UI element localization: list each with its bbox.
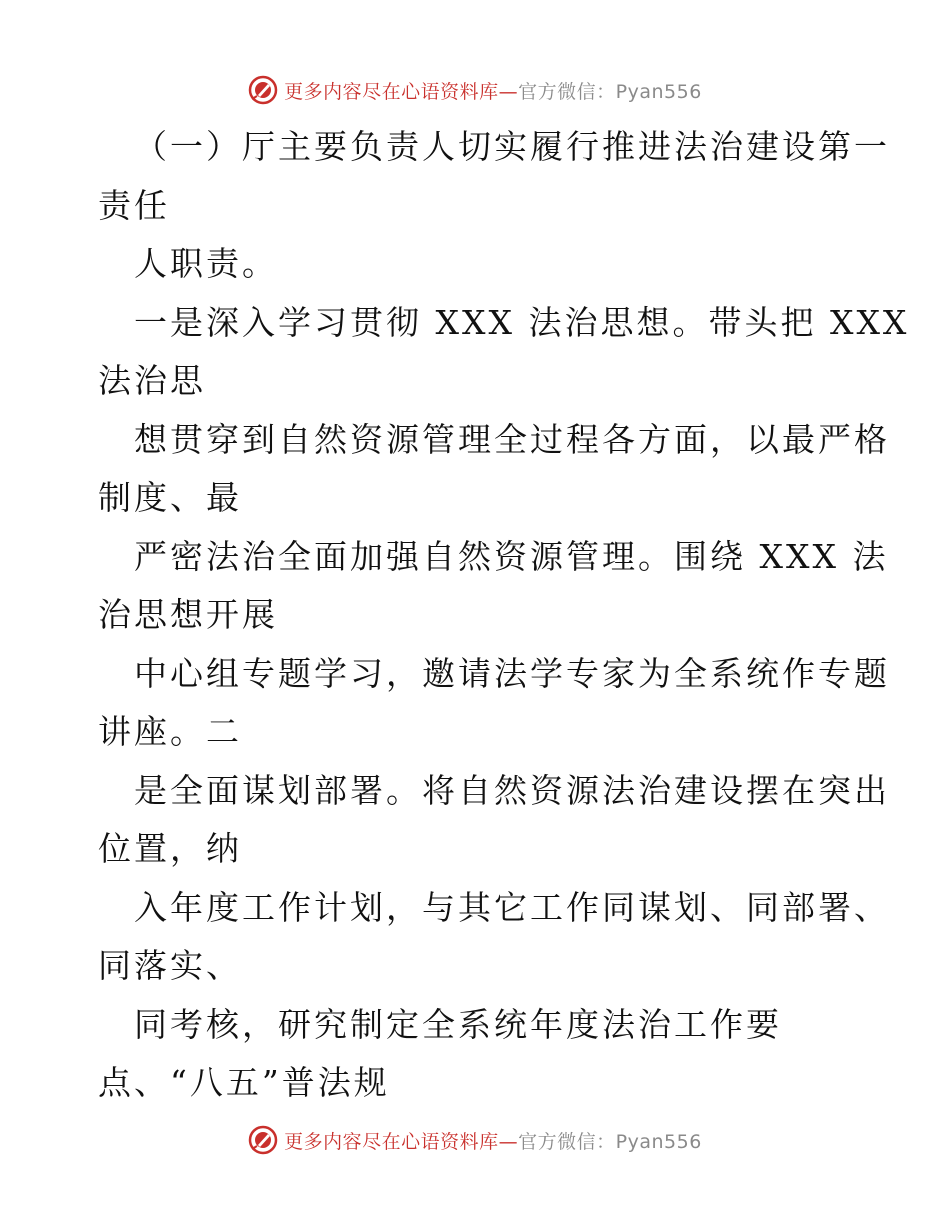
banner-wechat-text: 官方微信：Pyan556: [518, 80, 702, 103]
banner-main-text: 更多内容尽在心语资料库: [284, 1130, 499, 1153]
paragraph-line: （一）厅主要负责人切实履行推进法治建设第一: [134, 127, 890, 166]
paragraph-line: 位置，纳: [98, 829, 242, 868]
paragraph-line: 人职责。: [134, 244, 278, 283]
seal-logo-icon: [248, 75, 278, 105]
paragraph-line: 点、“八五”普法规: [98, 1063, 390, 1102]
seal-logo-icon: [248, 1125, 278, 1155]
paragraph-line: 制度、最: [98, 478, 242, 517]
paragraph-line: 法治思: [98, 361, 206, 400]
banner-separator: —: [498, 80, 519, 103]
paragraph-line: 入年度工作计划，与其它工作同谋划、同部署、: [134, 887, 890, 927]
banner-wechat-text: 官方微信：Pyan556: [518, 1130, 702, 1153]
paragraph-line: 中心组专题学习，邀请法学专家为全系统作专题: [134, 653, 890, 693]
paragraph-line: 同考核，研究制定全系统年度法治工作要: [134, 1004, 782, 1044]
paragraph-line: 想贯穿到自然资源管理全过程各方面，以最严格: [134, 419, 890, 459]
paragraph-line: 责任: [98, 185, 170, 225]
paragraph-line: 一是深入学习贯彻 XXX 法治思想。带头把 XXX: [134, 302, 910, 342]
footer-banner: [0, 1120, 950, 1160]
paragraph-line: 严密法治全面加强自然资源管理。围绕 XXX 法: [134, 536, 889, 576]
paragraph-line: 是全面谋划部署。将自然资源法治建设摆在突出: [134, 770, 890, 810]
banner-text: [284, 77, 702, 104]
banner-main-text: 更多内容尽在心语资料库: [284, 80, 499, 103]
document-body: [98, 118, 910, 1113]
banner-text: [284, 1127, 702, 1154]
paragraph-line: 同落实、: [98, 946, 242, 985]
paragraph-line: 讲座。二: [98, 712, 242, 751]
paragraph-line: 治思想开展: [98, 595, 278, 634]
header-banner: [0, 70, 950, 110]
banner-separator: —: [498, 1130, 519, 1153]
